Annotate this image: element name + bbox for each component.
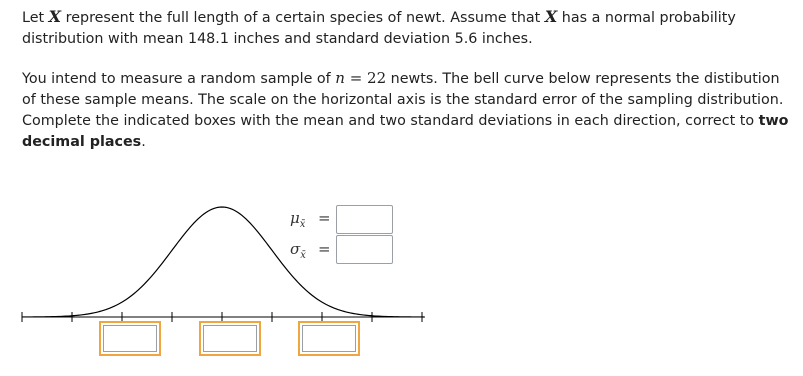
question-paragraph-2 [22,68,792,153]
mean-axis-input[interactable] [203,325,257,352]
minus-two-se-input[interactable] [103,325,157,352]
p1-text-2: represent the full length of a certain species of newt. Assume that [61,10,545,26]
mean-axis-box[interactable] [199,321,261,356]
mean-input[interactable] [336,205,393,234]
sample-size-value: 22 [367,69,387,87]
minus-two-se-box[interactable] [99,321,161,356]
mu-equals: = [318,209,331,227]
plus-two-se-box[interactable] [298,321,360,356]
p1-text-1: Let [22,10,49,26]
bold-instruction: two decimal places [22,113,789,150]
bell-curve-figure [0,190,803,376]
standard-error-input[interactable] [336,235,393,264]
question-paragraph-1 [22,6,792,50]
plus-two-se-input[interactable] [302,325,356,352]
sigma-xbar-label: $\sigma_{x̄}$ [290,240,306,261]
p2-text-1: You intend to measure a random sample of [22,71,336,87]
variable-x: X [544,7,558,26]
sigma-equals: = [318,240,331,258]
variable-x: X [48,7,62,26]
p2-text-2: newts. The bell curve below represents the distibution of these sample means. The scale on the horizontal axis is the standard error of the sampling distribution. Complete the indicated boxes with the mean and two standard deviations in each direction, correct to [22,71,784,129]
mu-xbar-label: $\mu_{x̄}$ [290,209,306,230]
variable-n: n [335,69,345,87]
equals-sign: = [344,69,368,87]
p1-text-3: has a normal probability distribution with mean 148.1 inches and standard deviation 5.6 inches. [22,10,736,47]
p2-text-end: . [141,134,146,150]
